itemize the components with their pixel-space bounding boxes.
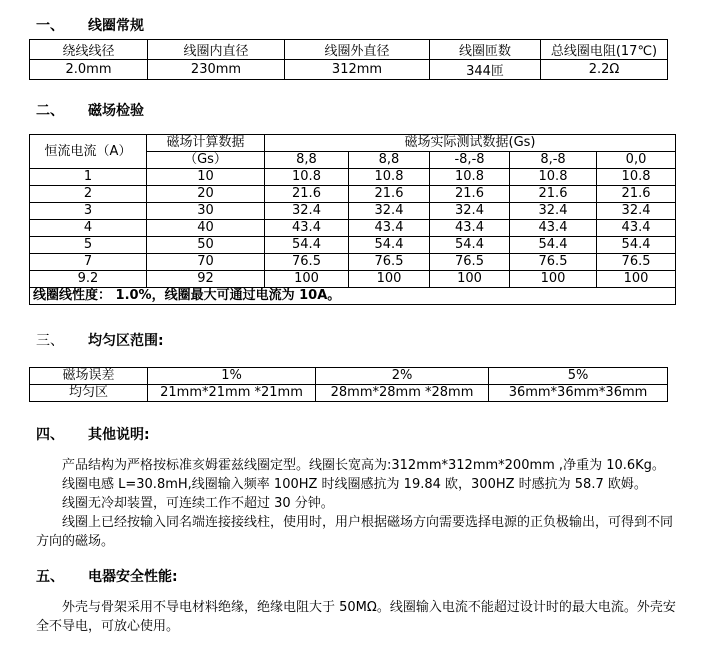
position-header: 8,-8 <box>510 152 597 169</box>
table-row <box>30 385 668 402</box>
table-cell: 54.4 <box>430 237 510 254</box>
table-cell: 30 <box>147 203 265 220</box>
position-header: 8,8 <box>265 152 349 169</box>
section-number: 三、 <box>36 333 64 349</box>
table-cell: 10.8 <box>430 169 510 186</box>
table-header-cell: 绕线线径 <box>30 40 148 60</box>
table-cell: 54.4 <box>510 237 597 254</box>
table-cell: 100 <box>430 271 510 288</box>
table-cell: 54.4 <box>597 237 676 254</box>
table-row <box>30 254 676 271</box>
table-cell: 344匝 <box>430 60 541 80</box>
section-title: 线圈常规 <box>88 18 144 34</box>
table-cell: 10.8 <box>597 169 676 186</box>
section-number: 一、 <box>36 18 64 34</box>
uniform-zone-table <box>29 367 668 402</box>
table-cell: 36mm*36mm*36mm <box>489 385 668 402</box>
table-cell: 92 <box>147 271 265 288</box>
linearity-note: 线圈线性度： 1.0%，线圈最大可通过电流为 10A。 <box>30 288 676 305</box>
table-header-row <box>30 135 676 152</box>
section-title: 电器安全性能: <box>88 569 178 585</box>
table-cell: 76.5 <box>430 254 510 271</box>
table-header-cell: 1% <box>148 368 316 385</box>
table-cell: 2.0mm <box>30 60 148 80</box>
note-line: 产品结构为严格按标准亥姆霍兹线圈定型。线圈长宽高为:312mm*312mm*200mm ,净重为 10.6Kg。 <box>62 458 665 473</box>
table-cell: 21mm*21mm *21mm <box>148 385 316 402</box>
table-cell: 230mm <box>148 60 285 80</box>
table-cell: 43.4 <box>349 220 430 237</box>
safety-notes <box>36 598 676 636</box>
table-cell: 32.4 <box>510 203 597 220</box>
table-cell: 32.4 <box>430 203 510 220</box>
table-header-row <box>30 368 668 385</box>
table-header-cell: 5% <box>489 368 668 385</box>
table-cell: 28mm*28mm *28mm <box>316 385 489 402</box>
position-header: 0,0 <box>597 152 676 169</box>
table-cell: 20 <box>147 186 265 203</box>
table-cell: 100 <box>510 271 597 288</box>
section-title: 均匀区范围: <box>88 333 164 349</box>
table-cell: 54.4 <box>265 237 349 254</box>
section-title: 磁场检验 <box>88 103 144 119</box>
section-heading-1 <box>36 15 144 35</box>
table-row <box>30 271 676 288</box>
table-cell: 76.5 <box>349 254 430 271</box>
table-cell: 21.6 <box>597 186 676 203</box>
table-cell: 10.8 <box>265 169 349 186</box>
table-cell: 5 <box>30 237 147 254</box>
section-number: 五、 <box>36 569 64 585</box>
section-number: 四、 <box>36 427 64 443</box>
table-cell: 7 <box>30 254 147 271</box>
table-cell: 100 <box>597 271 676 288</box>
other-notes <box>36 456 676 551</box>
table-cell: 76.5 <box>265 254 349 271</box>
table-cell: 21.6 <box>430 186 510 203</box>
table-cell: 2 <box>30 186 147 203</box>
table-header-cell: 磁场误差 <box>30 368 148 385</box>
table-row <box>30 186 676 203</box>
table-cell: 43.4 <box>597 220 676 237</box>
table-row <box>30 169 676 186</box>
calc-header: 磁场计算数据 <box>147 135 265 152</box>
table-header-cell: 线圈匝数 <box>430 40 541 60</box>
table-cell: 10.8 <box>510 169 597 186</box>
table-cell: 9.2 <box>30 271 147 288</box>
table-cell: 70 <box>147 254 265 271</box>
table-cell: 43.4 <box>510 220 597 237</box>
field-test-table <box>29 134 676 305</box>
table-cell: 32.4 <box>349 203 430 220</box>
table-header-cell: 线圈外直径 <box>285 40 430 60</box>
table-cell: 2.2Ω <box>541 60 668 80</box>
section-number: 二、 <box>36 103 64 119</box>
table-header-row <box>30 40 668 60</box>
table-cell: 76.5 <box>510 254 597 271</box>
table-cell: 1 <box>30 169 147 186</box>
note-line: 线圈无冷却装置，可连续工作不超过 30 分钟。 <box>62 496 334 511</box>
table-cell: 312mm <box>285 60 430 80</box>
table-row <box>30 203 676 220</box>
table-cell: 21.6 <box>349 186 430 203</box>
table-cell: 76.5 <box>597 254 676 271</box>
table-header-cell: 2% <box>316 368 489 385</box>
coil-spec-table <box>29 39 668 80</box>
table-header-cell: 线圈内直径 <box>148 40 285 60</box>
table-cell: 4 <box>30 220 147 237</box>
safety-text: 外壳与骨架采用不导电材料绝缘，绝缘电阻大于 50MΩ。线圈输入电流不能超过设计时的最大电流。外壳安全不导电，可放心使用。 <box>36 600 676 634</box>
note-line: 线圈上已经按输入同名端连接接线柱，使用时，用户根据磁场方向需要选择电源的正负极输出，可得到不同方向的磁场。 <box>36 515 674 549</box>
section-title: 其他说明: <box>88 427 150 443</box>
table-cell: 32.4 <box>597 203 676 220</box>
table-cell: 43.4 <box>265 220 349 237</box>
table-header-cell: 总线圈电阻(17℃) <box>541 40 668 60</box>
table-cell: 均匀区 <box>30 385 148 402</box>
position-header: 8,8 <box>349 152 430 169</box>
table-cell: 43.4 <box>430 220 510 237</box>
table-cell: 32.4 <box>265 203 349 220</box>
table-row <box>30 237 676 254</box>
current-header: 恒流电流（A） <box>30 135 147 169</box>
section-heading-3 <box>36 330 164 350</box>
table-cell: 100 <box>265 271 349 288</box>
table-cell: 50 <box>147 237 265 254</box>
position-header: -8,-8 <box>430 152 510 169</box>
table-cell: 54.4 <box>349 237 430 254</box>
table-cell: 21.6 <box>510 186 597 203</box>
table-cell: 21.6 <box>265 186 349 203</box>
calc-unit-header: （Gs） <box>147 152 265 169</box>
table-cell: 3 <box>30 203 147 220</box>
section-heading-4 <box>36 424 150 444</box>
note-line: 线圈电感 L=30.8mH,线圈输入频率 100HZ 时线圈感抗为 19.84 欧，300HZ 时感抗为 58.7 欧姆。 <box>62 477 647 492</box>
table-cell: 10.8 <box>349 169 430 186</box>
measured-header: 磁场实际测试数据(Gs) <box>265 135 676 152</box>
linearity-note-row <box>30 288 676 305</box>
table-row <box>30 220 676 237</box>
section-heading-2 <box>36 100 144 120</box>
section-heading-5 <box>36 566 178 586</box>
table-cell: 10 <box>147 169 265 186</box>
table-row <box>30 60 668 80</box>
table-cell: 40 <box>147 220 265 237</box>
table-cell: 100 <box>349 271 430 288</box>
